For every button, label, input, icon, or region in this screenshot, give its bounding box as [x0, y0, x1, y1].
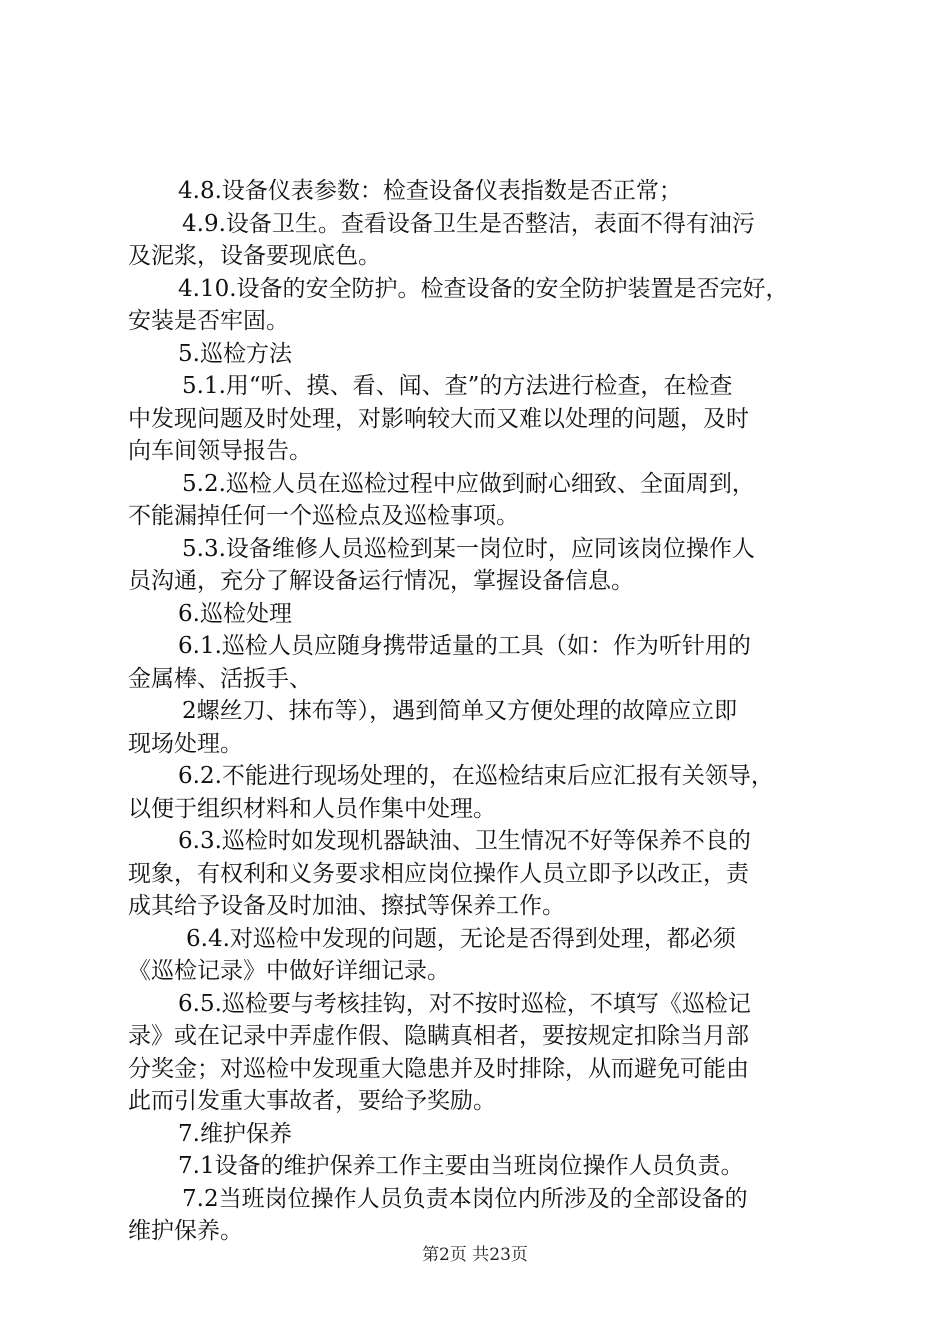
text-line: 分奖金；对巡检中发现重大隐患并及时排除，从而避免可能由 [128, 1055, 749, 1082]
text-line: 6.3.巡检时如发现机器缺油、卫生情况不好等保养不良的 [178, 828, 751, 854]
document-body [128, 175, 833, 1248]
text-line: 4.10.设备的安全防护。检查设备的安全防护装置是否完好， [178, 275, 789, 302]
text-line: 中发现问题及时处理，对影响较大而又难以处理的问题，及时 [128, 405, 749, 432]
text-line: 5.1.用“听、摸、看、闻、查”的方法进行检查，在检查 [182, 373, 733, 399]
section-heading: 7.维护保养 [178, 1120, 292, 1147]
text-line: 及泥浆，设备要现底色。 [128, 243, 381, 269]
text-line: 成其给予设备及时加油、擦拭等保养工作。 [128, 893, 565, 919]
text-line: 《巡检记录》中做好详细记录。 [128, 958, 450, 984]
section-heading: 6.巡检处理 [178, 600, 292, 627]
text-line: 6.2.不能进行现场处理的，在巡检结束后应汇报有关领导， [178, 763, 774, 789]
text-line: 5.2.巡检人员在巡检过程中应做到耐心细致、全面周到， [182, 470, 755, 497]
text-line: 此而引发重大事故者，要给予奖励。 [128, 1088, 496, 1114]
text-line: 7.2当班岗位操作人员负责本岗位内所涉及的全部设备的 [182, 1185, 748, 1212]
page-number-footer: 第2页 共23页 [422, 1245, 528, 1265]
text-line: 金属棒、活扳手、 [128, 665, 312, 692]
text-line: 安装是否牢固。 [128, 308, 289, 334]
text-line: 维护保养。 [128, 1218, 243, 1244]
section-heading: 5.巡检方法 [178, 340, 292, 367]
text-line: 向车间领导报告。 [128, 438, 312, 464]
text-line: 4.8.设备仪表参数：检查设备仪表指数是否正常； [178, 178, 682, 204]
text-line: 4.9.设备卫生。查看设备卫生是否整洁，表面不得有油污 [182, 210, 755, 237]
text-line: 员沟通，充分了解设备运行情况，掌握设备信息。 [128, 568, 634, 594]
text-line: 6.1.巡检人员应随身携带适量的工具（如：作为听针用的 [178, 633, 751, 659]
text-line: 6.5.巡检要与考核挂钩，对不按时巡检，不填写《巡检记 [178, 990, 751, 1017]
text-line: 以便于组织材料和人员作集中处理。 [128, 795, 496, 822]
text-line: 录》或在记录中弄虚作假、隐瞒真相者，要按规定扣除当月部 [128, 1023, 749, 1049]
text-line: 现象，有权利和义务要求相应岗位操作人员立即予以改正，责 [128, 860, 749, 887]
text-line: 6.4.对巡检中发现的问题，无论是否得到处理，都必须 [186, 925, 736, 952]
text-line: 不能漏掉任何一个巡检点及巡检事项。 [128, 503, 519, 529]
text-line: 2螺丝刀、抹布等），遇到简单又方便处理的故障应立即 [182, 698, 738, 724]
text-line: 7.1设备的维护保养工作主要由当班岗位操作人员负责。 [178, 1153, 744, 1179]
text-line: 5.3.设备维修人员巡检到某一岗位时，应同该岗位操作人 [182, 535, 755, 562]
text-line: 现场处理。 [128, 730, 243, 757]
